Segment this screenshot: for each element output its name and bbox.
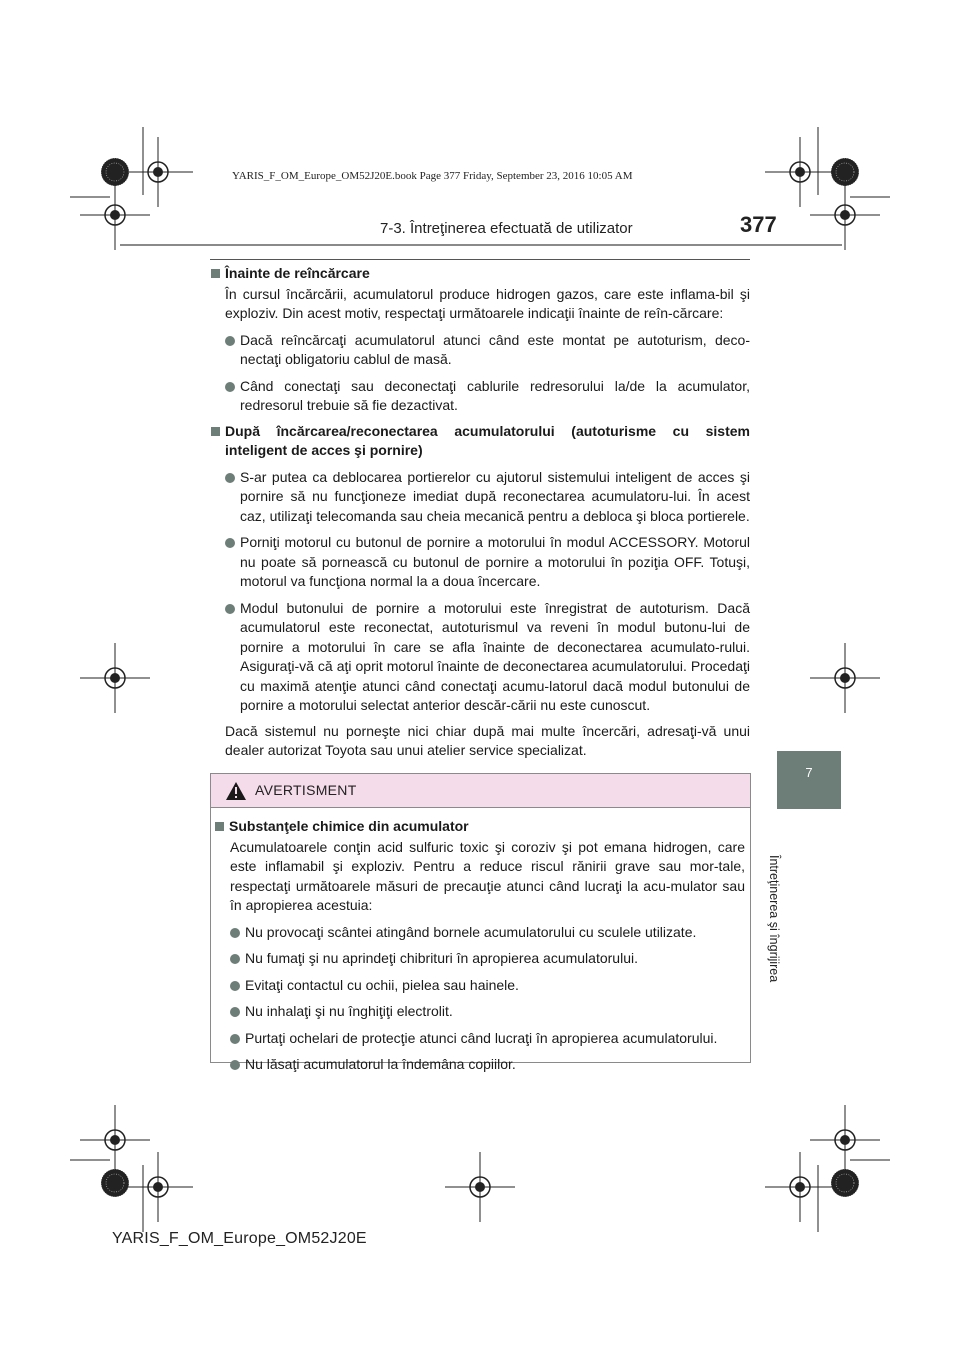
page-number: 377	[740, 212, 777, 237]
square-bullet-icon	[211, 269, 220, 278]
content-divider	[210, 259, 750, 260]
warning-body	[215, 817, 745, 1075]
paragraph: Acumulatoarele conţin acid sulfuric toxic şi coroziv şi pot emana hidrogen, care este inflamabil şi exploziv. Pentru a reduce riscul rănirii grave sau mor-tale, respectaţi următoarele măsuri de precauţie atunci când lucraţi la acu-mulator sau în apropierea acestuia:	[230, 838, 745, 913]
circle-bullet-icon	[230, 1060, 240, 1070]
list-item: Dacă reîncărcaţi acumulatorul atunci când este montat pe autoturism, deco-nectaţi obligatoriu cablul de masă.	[210, 331, 750, 370]
list-item: Nu inhalaţi şi nu înghiţiţi electrolit.	[215, 1002, 745, 1022]
circle-bullet-icon	[230, 928, 240, 938]
paragraph: Dacă sistemul nu porneşte nici chiar după mai multe încercări, adresaţi-vă unui dealer autorizat Toyota sau unui atelier service specializat.	[225, 722, 750, 758]
circle-bullet-icon	[230, 954, 240, 964]
warning-triangle-icon	[225, 781, 247, 801]
warning-heading: Substanţele chimice din acumulator	[215, 817, 745, 837]
circle-bullet-icon	[230, 981, 240, 991]
section-title: 7-3. Întreţinerea efectuată de utilizator	[380, 220, 633, 237]
list-item: Nu provocaţi scântei atingând bornele acumulatorului cu sculele utilizate.	[215, 923, 745, 943]
list-item: Nu fumaţi şi nu aprindeţi chibrituri în apropierea acumulatorului.	[215, 949, 745, 969]
circle-bullet-icon	[230, 1007, 240, 1017]
circle-bullet-icon	[225, 382, 235, 392]
warning-title: AVERTISMENT	[255, 782, 357, 798]
square-bullet-icon	[215, 822, 224, 831]
section-heading: După încărcarea/reconectarea acumulatorului (autoturisme cu sistem inteligent de acces şi pornire)	[210, 422, 750, 461]
main-content	[210, 264, 750, 761]
warning-header	[211, 774, 750, 808]
circle-bullet-icon	[225, 473, 235, 483]
chapter-tab	[777, 751, 841, 809]
section-heading: Înainte de reîncărcare	[210, 264, 750, 284]
list-item: Porniţi motorul cu butonul de pornire a motorului în modul ACCESSORY. Motorul nu poate să pornească cu butonul de pornire a motorului în poziţia OFF. Totuşi, motorul va funcţiona normal la a doua încercare.	[210, 533, 750, 592]
chapter-number: 7	[805, 765, 813, 780]
print-header: YARIS_F_OM_Europe_OM52J20E.book Page 377 Friday, September 23, 2016 10:05 AM	[232, 170, 633, 182]
list-item: Purtaţi ochelari de protecţie atunci când lucraţi în apropierea acumulatorului.	[215, 1029, 745, 1049]
list-item: Când conectaţi sau deconectaţi cablurile redresorului la/de la acumulator, redresorul trebuie să fie dezactivat.	[210, 377, 750, 416]
list-item: Modul butonului de pornire a motorului este înregistrat de autoturism. Dacă acumulatorul este reconectat, autoturismul va reveni în modul butonu-lui de pornire a motorului în care se afla înainte de deconectarea acumulato-rului. Asiguraţi-vă că aţi oprit motorul înainte de deconectarea acumulatorului. Procedaţi cu maximă atenţie atunci când conectaţi acumu-latorul dacă modul butonului de pornire a motorului selectat anterior descăr-cării nu este cunoscut.	[210, 599, 750, 716]
circle-bullet-icon	[225, 538, 235, 548]
circle-bullet-icon	[230, 1034, 240, 1044]
circle-bullet-icon	[225, 604, 235, 614]
document-code: YARIS_F_OM_Europe_OM52J20E	[112, 1230, 367, 1247]
chapter-label: Întreţinerea şi îngrijirea	[767, 855, 781, 983]
header-divider	[120, 244, 842, 246]
list-item: Evitaţi contactul cu ochii, pielea sau hainele.	[215, 976, 745, 996]
list-item: S-ar putea ca deblocarea portierelor cu ajutorul sistemului inteligent de acces şi pornire să nu funcţioneze imediat după reconectarea acumulatoru-lui. În acest caz, utilizaţi telecomanda sau cheia mecanică pentru a debloca şi bloca portierele.	[210, 468, 750, 527]
square-bullet-icon	[211, 427, 220, 436]
list-item: Nu lăsaţi acumulatorul la îndemâna copiilor.	[215, 1055, 745, 1075]
paragraph: În cursul încărcării, acumulatorul produce hidrogen gazos, care este inflama-bil şi exploziv. Din acest motiv, respectaţi următoarele indicaţii înainte de reîn-cărcare:	[225, 285, 750, 321]
circle-bullet-icon	[225, 336, 235, 346]
warning-box	[210, 773, 751, 1072]
